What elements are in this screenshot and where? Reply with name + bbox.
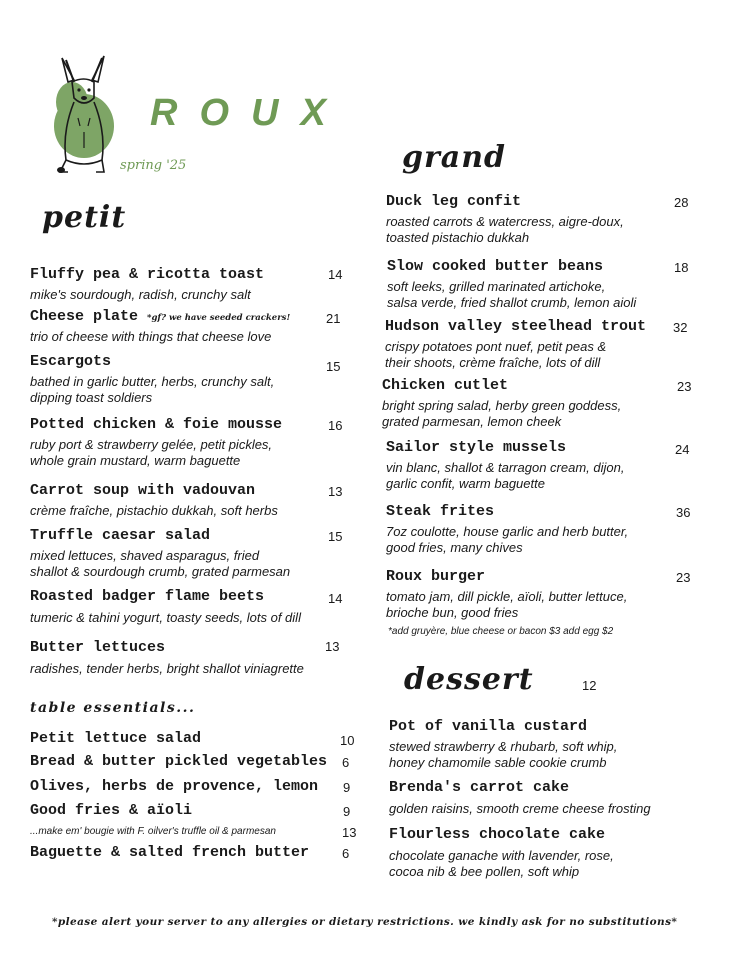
menu-item [30, 527, 290, 580]
item-desc: vin blanc, shallot & tarragon cream, dijon, [386, 460, 625, 475]
item-desc: tomato jam, dill pickle, aïoli, butter lettuce, [386, 589, 628, 604]
dessert-price: 12 [582, 678, 597, 693]
essential-item: Petit lettuce salad [30, 730, 202, 747]
item-desc: garlic confit, warm baguette [386, 476, 545, 491]
section-title-grand: grand [402, 140, 507, 175]
menu-item [389, 779, 651, 817]
item-price: 14 [328, 591, 343, 606]
item-price: 32 [673, 320, 688, 335]
item-name: Cheese plate *gf? we have seeded crackers! [30, 308, 291, 325]
item-price: 21 [326, 311, 341, 326]
item-price: 28 [674, 195, 689, 210]
kangaroo-logo [44, 52, 124, 180]
item-desc: honey chamomile sable cookie crumb [389, 755, 607, 770]
item-price: 36 [676, 505, 691, 520]
item-desc: roasted carrots & watercress, aigre-doux, [386, 214, 624, 229]
item-desc: ruby port & strawberry gelée, petit pickles, [30, 437, 273, 452]
essential-item: Olives, herbs de provence, lemon [30, 778, 319, 795]
brand-name: ROUX [150, 92, 348, 134]
menu-item [30, 416, 282, 469]
item-price: 13 [325, 639, 340, 654]
item-name: Duck leg confit [386, 193, 522, 210]
item-name: Sailor style mussels [386, 439, 567, 456]
item-name: Hudson valley steelhead trout [385, 318, 647, 335]
essential-item: Good fries & aïoli [30, 802, 193, 819]
item-desc: shallot & sourdough crumb, grated parmesan [30, 564, 291, 579]
essential-price: 10 [340, 733, 355, 748]
item-price: 18 [674, 260, 689, 275]
essential-item-note: ...make em' bougie with F. oilver's truffle oil & parmesan [30, 826, 276, 837]
menu-item [382, 377, 621, 430]
item-desc: trio of cheese with things that cheese love [30, 329, 272, 344]
menu-item [387, 258, 636, 311]
item-name: Carrot soup with vadouvan [30, 482, 256, 499]
menu-item [389, 718, 617, 771]
item-desc: good fries, many chives [386, 540, 523, 555]
menu-item [385, 318, 646, 371]
item-price: 15 [326, 359, 341, 374]
item-name: Roasted badger flame beets [30, 588, 265, 605]
item-price: 16 [328, 418, 343, 433]
menu-item [30, 588, 301, 626]
menu-item [30, 266, 264, 303]
item-desc: dipping toast soldiers [30, 390, 153, 405]
menu-item [386, 193, 624, 246]
item-desc: salsa verde, fried shallot crumb, lemon aioli [387, 295, 637, 310]
item-name: Pot of vanilla custard [389, 718, 588, 735]
kangaroo-icon [44, 52, 124, 180]
menu-item [386, 568, 627, 621]
essential-price: 9 [343, 804, 351, 819]
item-name: Brenda's carrot cake [389, 779, 570, 796]
item-desc: crispy potatoes pont nuef, petit peas & [385, 339, 607, 354]
item-desc: crème fraîche, pistachio dukkah, soft herbs [30, 503, 278, 518]
menu-item [30, 639, 304, 677]
item-price: 24 [675, 442, 690, 457]
menu-item [386, 439, 624, 492]
section-title-essentials: table essentials... [30, 700, 196, 716]
item-desc: toasted pistachio dukkah [386, 230, 530, 245]
item-desc: soft leeks, grilled marinated artichoke, [387, 279, 606, 294]
item-name: Butter lettuces [30, 639, 166, 656]
item-name: Truffle caesar salad [30, 527, 211, 544]
item-name: Chicken cutlet [382, 377, 509, 394]
item-price: 23 [676, 570, 691, 585]
item-desc: bright spring salad, herby green goddess, [382, 398, 622, 413]
item-name: Slow cooked butter beans [387, 258, 604, 275]
item-desc: radishes, tender herbs, bright shallot viniagrette [30, 661, 304, 676]
item-desc: chocolate ganache with lavender, rose, [389, 848, 614, 863]
item-name: Escargots [30, 353, 112, 370]
item-desc: their shoots, crème fraîche, lots of dill [385, 355, 601, 370]
item-desc: tumeric & tahini yogurt, toasty seeds, lots of dill [30, 610, 301, 625]
item-desc: brioche bun, good fries [386, 605, 519, 620]
item-price: 23 [677, 379, 692, 394]
menu-item [30, 353, 274, 406]
item-name: Steak frites [386, 503, 495, 520]
item-price: 13 [328, 484, 343, 499]
section-title-petit: petit [42, 200, 127, 235]
essential-price: 6 [342, 755, 350, 770]
essential-price: 6 [342, 846, 350, 861]
item-desc: mike's sourdough, radish, crunchy salt [30, 287, 251, 302]
menu-item [30, 482, 278, 519]
menu-item [386, 503, 628, 556]
item-note: *gf? we have seeded crackers! [147, 313, 291, 323]
item-desc: cocoa nib & bee pollen, soft whip [389, 864, 580, 879]
item-desc: golden raisins, smooth creme cheese frosting [389, 801, 651, 816]
item-desc: whole grain mustard, warm baguette [30, 453, 241, 468]
burger-addons: *add gruyère, blue cheese or bacon $3 add egg $2 [388, 626, 614, 637]
allergy-note: *please alert your server to any allergies or dietary restrictions. we kindly ask for no substitutions* [52, 916, 678, 928]
item-price: 15 [328, 529, 343, 544]
item-name: Flourless chocolate cake [389, 826, 606, 843]
section-title-dessert: dessert [404, 662, 534, 697]
item-name: Potted chicken & foie mousse [30, 416, 283, 433]
essential-item: Baguette & salted french butter [30, 844, 310, 861]
essential-item: Bread & butter pickled vegetables [30, 753, 328, 770]
item-name: Fluffy pea & ricotta toast [30, 266, 265, 283]
item-name: Roux burger [386, 568, 486, 585]
item-desc: 7oz coulotte, house garlic and herb butter, [386, 524, 629, 539]
item-desc: bathed in garlic butter, herbs, crunchy salt, [30, 374, 275, 389]
item-desc: stewed strawberry & rhubarb, soft whip, [389, 739, 618, 754]
menu-item [389, 826, 614, 880]
item-desc: grated parmesan, lemon cheek [382, 414, 562, 429]
season-label: spring '25 [120, 158, 187, 173]
essential-price: 13 [342, 825, 357, 840]
menu-item [30, 308, 290, 345]
item-price: 14 [328, 267, 343, 282]
item-desc: mixed lettuces, shaved asparagus, fried [30, 548, 260, 563]
essential-price: 9 [343, 780, 351, 795]
